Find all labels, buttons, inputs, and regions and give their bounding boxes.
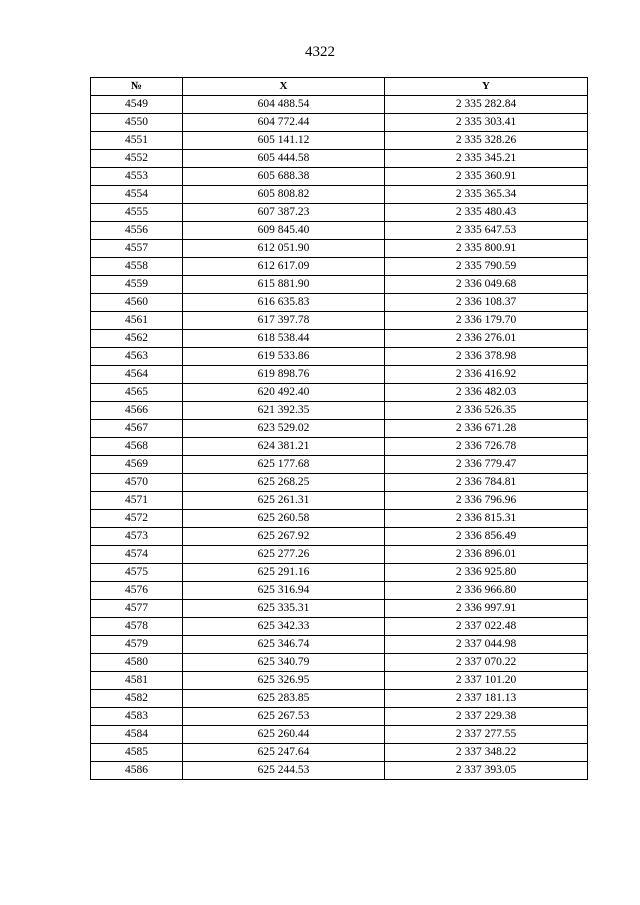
cell-number: 4573 [91,528,183,546]
cell-number: 4576 [91,582,183,600]
cell-number: 4583 [91,708,183,726]
cell-y: 2 336 796.96 [385,492,588,510]
cell-y: 2 336 108.37 [385,294,588,312]
cell-number: 4560 [91,294,183,312]
cell-number: 4581 [91,672,183,690]
cell-x: 625 177.68 [183,456,385,474]
cell-number: 4563 [91,348,183,366]
cell-y: 2 335 360.91 [385,168,588,186]
cell-number: 4571 [91,492,183,510]
table-row [91,348,588,366]
cell-number: 4574 [91,546,183,564]
cell-number: 4586 [91,762,183,780]
cell-x: 625 316.94 [183,582,385,600]
table-row [91,690,588,708]
cell-y: 2 337 229.38 [385,708,588,726]
cell-y: 2 336 726.78 [385,438,588,456]
cell-number: 4582 [91,690,183,708]
header-number: № [91,78,183,96]
table-row [91,258,588,276]
table-row [91,600,588,618]
cell-x: 621 392.35 [183,402,385,420]
cell-y: 2 336 049.68 [385,276,588,294]
table-header-row [91,78,588,96]
cell-number: 4575 [91,564,183,582]
table-row [91,528,588,546]
table-row [91,654,588,672]
cell-x: 604 488.54 [183,96,385,114]
cell-number: 4550 [91,114,183,132]
cell-y: 2 337 181.13 [385,690,588,708]
cell-x: 625 267.92 [183,528,385,546]
cell-x: 625 283.85 [183,690,385,708]
cell-number: 4559 [91,276,183,294]
cell-x: 625 340.79 [183,654,385,672]
table-row [91,510,588,528]
cell-x: 625 261.31 [183,492,385,510]
table-row [91,456,588,474]
cell-x: 605 688.38 [183,168,385,186]
cell-x: 625 260.58 [183,510,385,528]
cell-y: 2 336 179.70 [385,312,588,330]
cell-y: 2 336 276.01 [385,330,588,348]
cell-number: 4558 [91,258,183,276]
table-row [91,672,588,690]
cell-y: 2 336 526.35 [385,402,588,420]
table-row [91,366,588,384]
table-row [91,132,588,150]
cell-number: 4565 [91,384,183,402]
cell-x: 625 291.16 [183,564,385,582]
cell-x: 625 342.33 [183,618,385,636]
cell-x: 618 538.44 [183,330,385,348]
table-row [91,636,588,654]
cell-number: 4580 [91,654,183,672]
cell-y: 2 335 790.59 [385,258,588,276]
cell-x: 612 617.09 [183,258,385,276]
cell-x: 625 326.95 [183,672,385,690]
table-body [91,96,588,780]
cell-y: 2 336 896.01 [385,546,588,564]
cell-y: 2 336 784.81 [385,474,588,492]
cell-x: 625 335.31 [183,600,385,618]
cell-number: 4564 [91,366,183,384]
table-row [91,582,588,600]
table-row [91,150,588,168]
table-row [91,96,588,114]
cell-number: 4578 [91,618,183,636]
cell-x: 609 845.40 [183,222,385,240]
table-row [91,276,588,294]
table-row [91,186,588,204]
table-row [91,744,588,762]
table-row [91,330,588,348]
cell-number: 4555 [91,204,183,222]
cell-number: 4567 [91,420,183,438]
cell-y: 2 336 925.80 [385,564,588,582]
cell-y: 2 336 815.31 [385,510,588,528]
cell-y: 2 335 480.43 [385,204,588,222]
table-row [91,384,588,402]
cell-x: 625 267.53 [183,708,385,726]
cell-x: 623 529.02 [183,420,385,438]
table-row [91,114,588,132]
table-row [91,474,588,492]
table-row [91,438,588,456]
cell-x: 625 260.44 [183,726,385,744]
table-row [91,726,588,744]
cell-x: 616 635.83 [183,294,385,312]
cell-y: 2 337 348.22 [385,744,588,762]
table-row [91,312,588,330]
cell-x: 607 387.23 [183,204,385,222]
cell-x: 615 881.90 [183,276,385,294]
cell-number: 4566 [91,402,183,420]
table-row [91,222,588,240]
cell-y: 2 335 800.91 [385,240,588,258]
cell-number: 4552 [91,150,183,168]
cell-y: 2 335 365.34 [385,186,588,204]
table-row [91,762,588,780]
coordinates-table [90,77,588,780]
cell-x: 625 346.74 [183,636,385,654]
table-row [91,546,588,564]
cell-x: 617 397.78 [183,312,385,330]
cell-number: 4572 [91,510,183,528]
cell-y: 2 335 303.41 [385,114,588,132]
cell-y: 2 337 393.05 [385,762,588,780]
cell-number: 4551 [91,132,183,150]
table-row [91,618,588,636]
table-row [91,240,588,258]
cell-x: 605 444.58 [183,150,385,168]
cell-y: 2 337 022.48 [385,618,588,636]
cell-y: 2 335 328.26 [385,132,588,150]
cell-x: 604 772.44 [183,114,385,132]
cell-number: 4556 [91,222,183,240]
cell-x: 620 492.40 [183,384,385,402]
header-x: X [183,78,385,96]
cell-y: 2 336 378.98 [385,348,588,366]
cell-x: 605 808.82 [183,186,385,204]
cell-number: 4554 [91,186,183,204]
cell-number: 4553 [91,168,183,186]
cell-y: 2 335 282.84 [385,96,588,114]
cell-x: 625 277.26 [183,546,385,564]
cell-number: 4585 [91,744,183,762]
cell-y: 2 337 101.20 [385,672,588,690]
cell-y: 2 336 671.28 [385,420,588,438]
cell-number: 4557 [91,240,183,258]
cell-x: 625 244.53 [183,762,385,780]
cell-number: 4569 [91,456,183,474]
cell-y: 2 336 779.47 [385,456,588,474]
cell-number: 4568 [91,438,183,456]
cell-x: 612 051.90 [183,240,385,258]
cell-y: 2 337 070.22 [385,654,588,672]
cell-x: 619 898.76 [183,366,385,384]
cell-y: 2 335 345.21 [385,150,588,168]
cell-x: 619 533.86 [183,348,385,366]
cell-x: 625 268.25 [183,474,385,492]
cell-y: 2 337 044.98 [385,636,588,654]
cell-y: 2 336 416.92 [385,366,588,384]
table-row [91,402,588,420]
cell-y: 2 336 482.03 [385,384,588,402]
table-row [91,492,588,510]
cell-number: 4579 [91,636,183,654]
cell-number: 4561 [91,312,183,330]
page-number: 4322 [305,44,335,60]
cell-number: 4584 [91,726,183,744]
cell-x: 625 247.64 [183,744,385,762]
cell-y: 2 335 647.53 [385,222,588,240]
table-row [91,294,588,312]
cell-y: 2 336 856.49 [385,528,588,546]
table-row [91,204,588,222]
cell-y: 2 336 966.80 [385,582,588,600]
cell-x: 605 141.12 [183,132,385,150]
cell-x: 624 381.21 [183,438,385,456]
table-row [91,168,588,186]
cell-number: 4570 [91,474,183,492]
table-row [91,420,588,438]
cell-y: 2 336 997.91 [385,600,588,618]
cell-number: 4549 [91,96,183,114]
table-row [91,564,588,582]
table-row [91,708,588,726]
cell-number: 4562 [91,330,183,348]
cell-number: 4577 [91,600,183,618]
cell-y: 2 337 277.55 [385,726,588,744]
header-y: Y [385,78,588,96]
